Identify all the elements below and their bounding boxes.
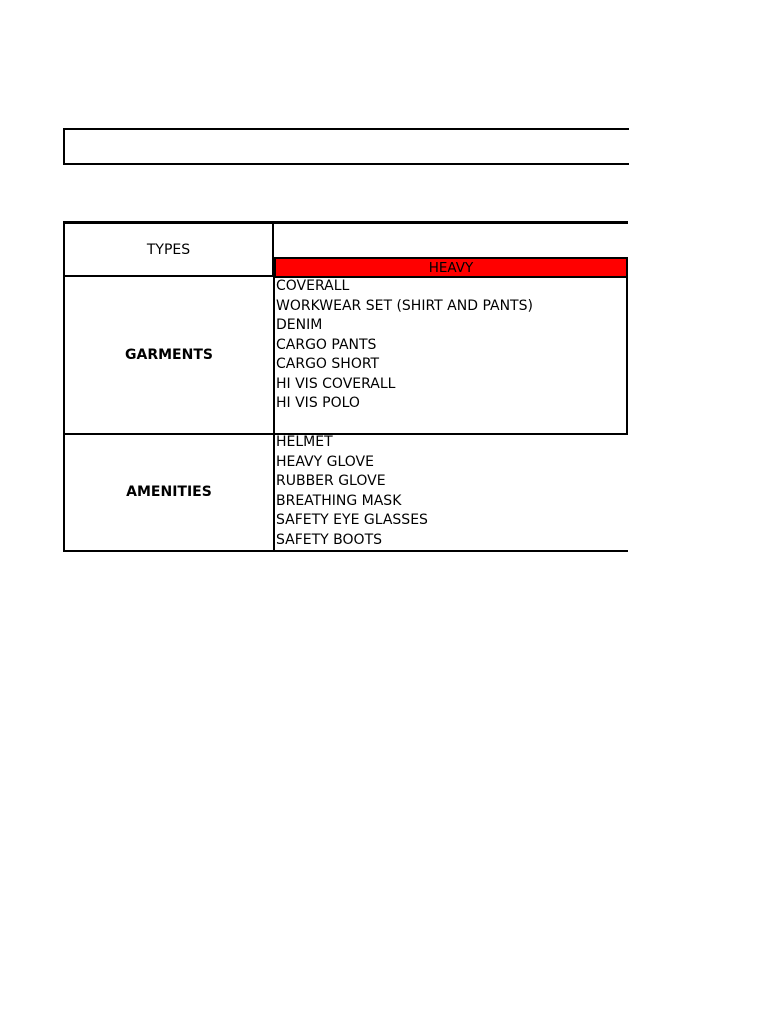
list-item: HEAVY GLOVE xyxy=(276,453,374,470)
list-item: RUBBER GLOVE xyxy=(276,473,386,489)
items-cell-garments xyxy=(274,277,628,435)
list-item: HELMET xyxy=(276,434,333,450)
list-item: BREATHING MASK xyxy=(276,492,402,509)
list-item: HI VIS POLO xyxy=(276,395,360,411)
category-cell-amenities xyxy=(63,433,275,552)
list-item: SAFETY EYE GLASSES xyxy=(276,512,428,528)
list-item: CARGO SHORT xyxy=(276,356,380,372)
list-item: CARGO PANTS xyxy=(276,336,377,353)
heavy-column-header xyxy=(274,257,628,278)
title-box xyxy=(63,128,629,165)
item-list xyxy=(274,433,628,550)
list-item: COVERALL xyxy=(276,278,350,294)
header-spacer-cell xyxy=(274,221,628,257)
category-label: AMENITIES xyxy=(126,483,212,500)
items-cell-amenities xyxy=(274,433,628,552)
types-label: TYPES xyxy=(146,241,191,258)
category-label: GARMENTS xyxy=(125,347,213,363)
types-header-cell xyxy=(63,221,274,277)
heavy-label: HEAVY xyxy=(428,259,474,276)
list-item: SAFETY BOOTS xyxy=(276,531,383,548)
category-cell-garments xyxy=(63,277,275,435)
item-list xyxy=(274,277,626,414)
list-item: WORKWEAR SET (SHIRT AND PANTS) xyxy=(276,297,533,314)
list-item: HI VIS COVERALL xyxy=(276,375,396,392)
list-item: DENIM xyxy=(276,317,323,333)
